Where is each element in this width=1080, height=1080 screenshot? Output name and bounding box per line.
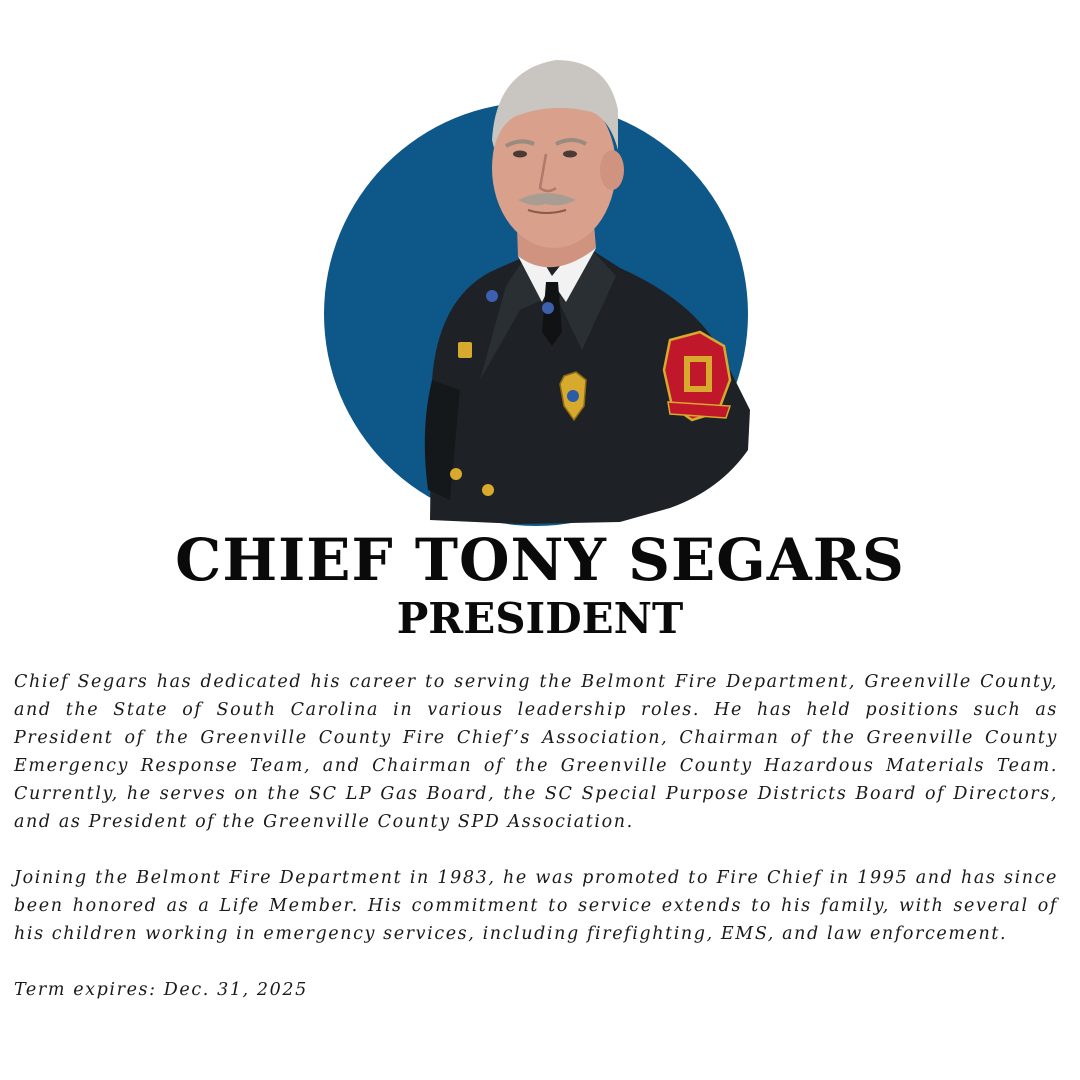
biography — [14, 668, 1058, 1004]
profile-portrait — [320, 50, 760, 530]
bio-paragraph: Joining the Belmont Fire Department in 1983, he was promoted to Fire Chief in 1995 and has since been honored as a Life Member. His commitment to service extends to his family, with several of his children working in emergency services, including firefighting, EMS, and law enforcement. — [14, 868, 1058, 944]
belmont-fire-department-patch — [664, 332, 730, 420]
term-expiration: Term expires: Dec. 31, 2025 — [14, 980, 308, 1000]
person-name: CHIEF TONY SEGARS — [175, 526, 905, 594]
person-role: PRESIDENT — [396, 594, 684, 643]
bio-paragraph: Chief Segars has dedicated his career to serving the Belmont Fire Department, Greenville County, and the State of South Carolina in various leadership roles. He has held positions such as President of the Greenville County Fire Chief’s Association, Chairman of the Greenville County Emergency Response Team, and Chairman of the Greenville County Hazardous Materials Team. Currently, he serves on the SC LP Gas Board, the SC Special Purpose Districts Board of Directors, and as President of the Greenville County SPD Association. — [14, 672, 1058, 832]
